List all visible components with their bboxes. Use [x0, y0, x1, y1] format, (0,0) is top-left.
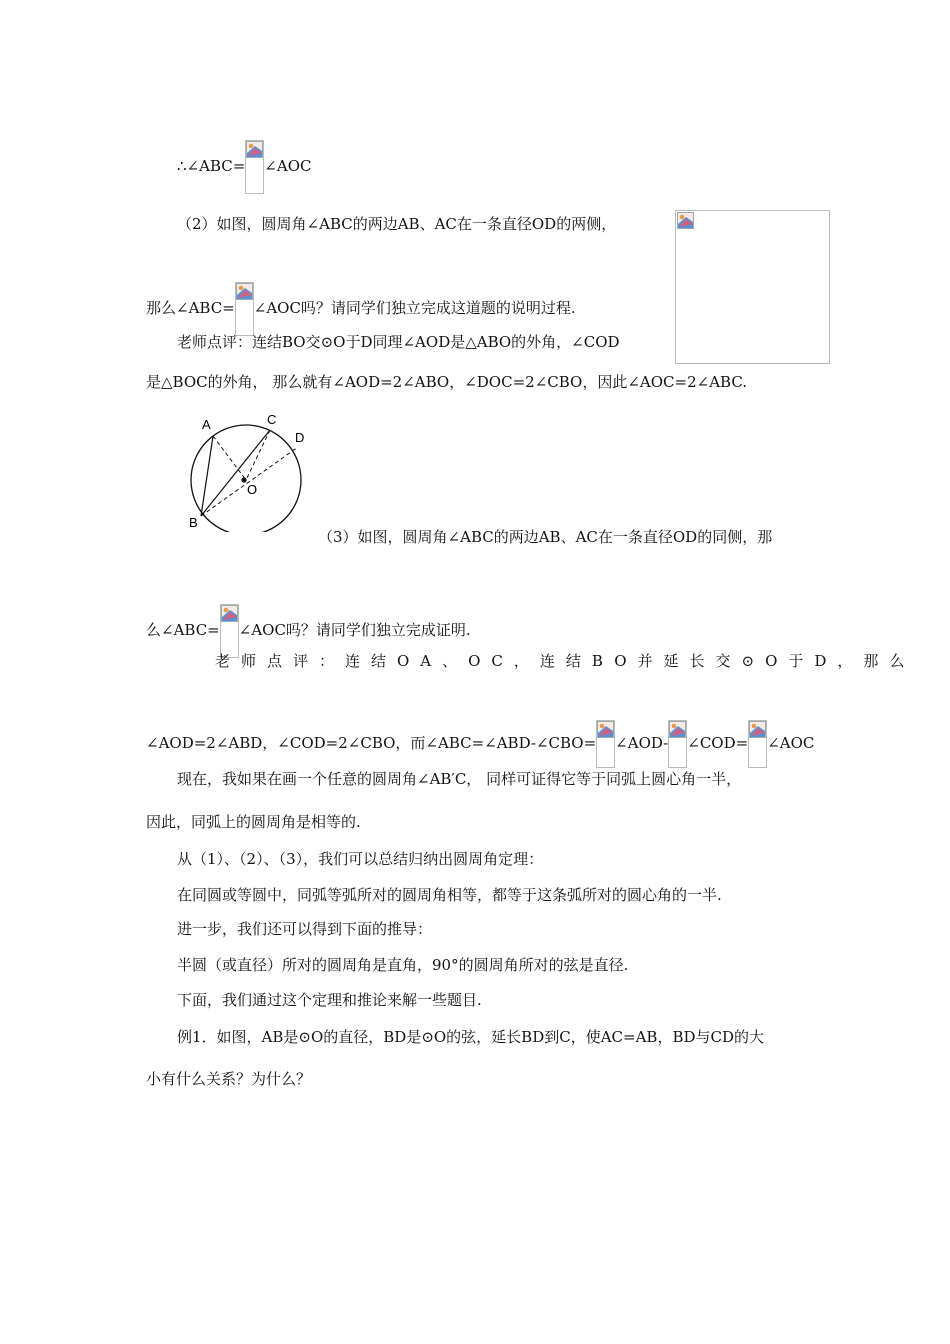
line-8: 老师点评：连结OA、OC，连结BO并延长交⊙O于D，那么	[215, 652, 916, 670]
line-13: 在同圆或等圆中，同弧等弧所对的圆周角相等，都等于这条弧所对的圆心角的一半.	[177, 886, 722, 904]
text-segment: ∠AOD-	[615, 734, 669, 752]
label-d: D	[295, 430, 305, 445]
line-18: 小有什么关系？为什么？	[146, 1070, 312, 1088]
line-2: （2）如图，圆周角∠ABC的两边AB、AC在一条直径OD的两侧，	[177, 215, 617, 233]
broken-image-icon	[235, 282, 254, 336]
broken-image-icon	[596, 720, 615, 768]
label-c: C	[267, 412, 277, 427]
text-segment: 么∠ABC=	[146, 621, 220, 639]
line-1	[177, 140, 311, 194]
line-3	[146, 282, 576, 336]
line-14: 进一步，我们还可以得到下面的推导：	[177, 920, 433, 938]
broken-image-icon	[748, 720, 767, 768]
text-segment: ∠COD=	[687, 734, 749, 752]
text-segment: ∠AOC	[264, 157, 312, 175]
line-5: 是△BOC的外角， 那么就有∠AOD=2∠ABO，∠DOC=2∠CBO，因此∠AOC=2∠ABC.	[146, 373, 748, 391]
line-15: 半圆（或直径）所对的圆周角是直角，90°的圆周角所对的弦是直径.	[177, 956, 629, 974]
label-o: O	[247, 482, 258, 497]
line-7	[146, 604, 471, 658]
line-12: 从（1）、（2）、（3），我们可以总结归纳出圆周角定理：	[177, 850, 544, 868]
label-b: B	[189, 515, 198, 530]
line-4: 老师点评：连结BO交⊙O于D同理∠AOD是△ABO的外角，∠COD	[177, 333, 620, 351]
line-9	[146, 720, 814, 768]
circle-diagram	[185, 408, 307, 532]
broken-image-icon	[220, 604, 239, 658]
broken-image-icon	[675, 210, 830, 364]
text-segment: 那么∠ABC=	[146, 299, 235, 317]
text-segment: ∠AOC吗？请同学们独立完成这道题的说明过程.	[253, 299, 576, 317]
label-a: A	[202, 417, 211, 432]
line-6: （3）如图，圆周角∠ABC的两边AB、AC在一条直径OD的同侧，那	[318, 528, 773, 546]
line-16: 下面，我们通过这个定理和推论来解一些题目.	[177, 991, 482, 1009]
text-segment: ∠AOD=2∠ABD，∠COD=2∠CBO，而∠ABC=∠ABD-∠CBO=	[146, 734, 597, 752]
broken-image-icon	[668, 720, 687, 768]
text-segment: ∴∠ABC=	[177, 157, 246, 175]
text-segment: ∠AOC吗？请同学们独立完成证明.	[238, 621, 471, 639]
line-10: 现在，我如果在画一个任意的圆周角∠AB′C， 同样可证得它等于同弧上圆心角一半，	[177, 770, 742, 788]
text-segment: ∠AOC	[767, 734, 815, 752]
broken-image-icon	[245, 140, 264, 194]
line-17: 例1．如图，AB是⊙O的直径，BD是⊙O的弦，延长BD到C，使AC=AB，BD与CD的大	[177, 1028, 764, 1046]
line-11: 因此，同弧上的圆周角是相等的.	[146, 813, 361, 831]
